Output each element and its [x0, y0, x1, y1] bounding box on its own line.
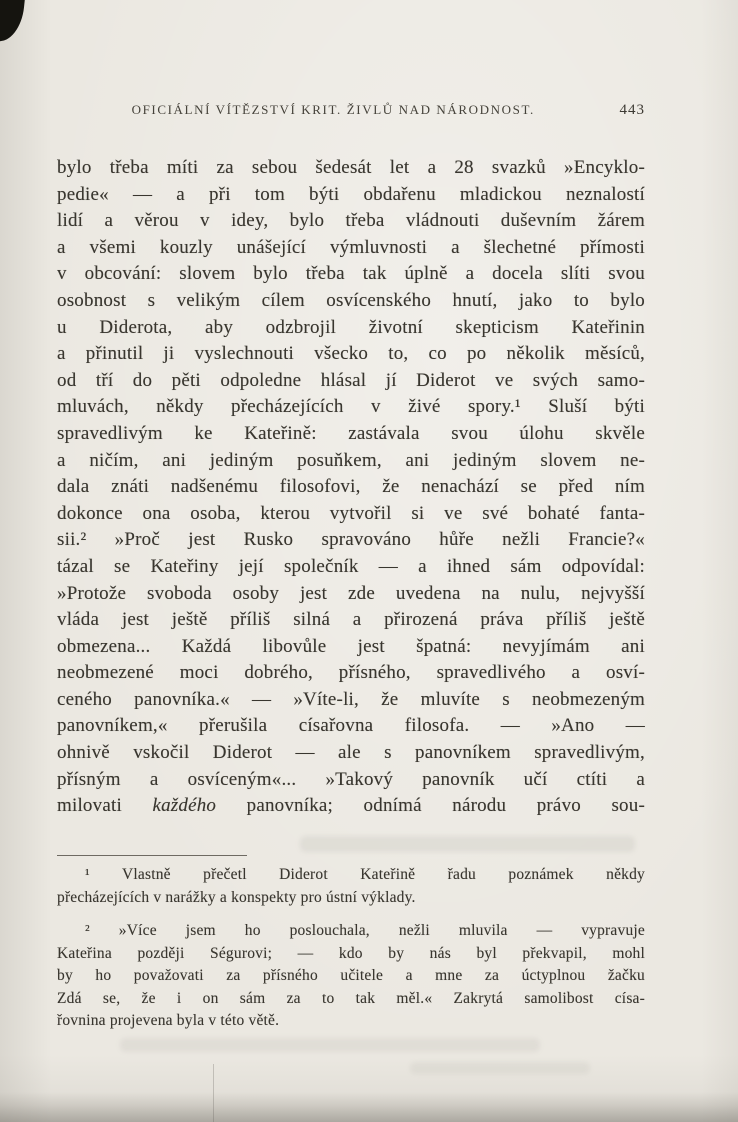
page-number: 443 — [619, 102, 645, 118]
footnote-1 — [57, 864, 645, 909]
text-line: přecházejících v narážky a konspekty pro ústní výklady. — [57, 888, 416, 906]
italic-word: každého — [152, 795, 217, 817]
body-text — [57, 155, 645, 820]
text-segment: panovníka; odnímá národu právo sou- — [216, 795, 645, 817]
showthrough-smudge — [300, 836, 635, 852]
text-line: obmezena... Každá libovůle jest špatná: nevyjímám ani — [57, 635, 645, 657]
text-line: řovnina projevena byla v této větě. — [57, 1012, 280, 1029]
text-line: panovníkem,« přerušila císařovna filosofa. — »Ano — — [57, 715, 645, 737]
text-line: lidí a věrou v idey, bylo třeba vládnouti duševním žárem — [57, 210, 645, 232]
text-line: mluvách, někdy přecházejících v živé spory.¹ Sluší býti — [57, 396, 645, 418]
text-line: neobmezené moci dobrého, přísného, spravedlivého a osví- — [57, 662, 645, 684]
text-line: a všemi kouzly unášející výmluvnosti a šlechetné přímosti — [57, 236, 645, 258]
scan-corner-artifact — [0, 0, 26, 44]
footnote-2-lines — [57, 920, 645, 1033]
footnote-separator-rule — [57, 855, 247, 856]
paragraph-lines — [57, 155, 645, 793]
text-line: a přinutil ji vyslechnouti všecko to, co po několik měsíců, — [57, 343, 645, 365]
footnote-2 — [57, 920, 645, 1033]
footnotes — [57, 864, 645, 1033]
text-line: ohnivě vskočil Diderot — ale s panovníkem spravedlivým, — [57, 742, 645, 764]
text-line: tázal se Kateřiny její společník — a ihned sám odpovídal: — [57, 555, 645, 577]
text-line: dala znáti nadšenému filosofovi, že nenachází se před ním — [57, 476, 645, 498]
text-line: Zdá se, že i on sám za to tak měl.« Zakrytá samolibost císa- — [57, 989, 645, 1007]
text-line: osobnost s velikým cílem osvícenského hnutí, jako to bylo — [57, 289, 645, 311]
text-line: ceného panovníka.« — »Víte-li, že mluvíte s neobmezeným — [57, 688, 645, 710]
text-line: sii.² »Proč jest Rusko spravováno hůře nežli Francie?« — [57, 529, 645, 551]
footnote-1-lines — [57, 864, 645, 909]
text-line: Kateřina později Ségurovi; — kdo by nás byl překvapil, mohl — [57, 944, 645, 962]
text-line-with-italic — [57, 793, 645, 820]
text-line: a ničím, ani jediným posuňkem, ani jediným slovem ne- — [57, 449, 645, 471]
text-line: ¹ Vlastně přečetl Diderot Kateřině řadu poznámek někdy — [85, 866, 645, 883]
showthrough-smudge — [410, 1062, 590, 1074]
text-line: bylo třeba míti za sebou šedesát let a 28 svazků »Encyklo- — [57, 157, 645, 178]
text-line: »Protože svoboda osoby jest zde uvedena na nulu, nejvyšší — [57, 582, 645, 604]
text-line: ² »Více jsem ho poslouchala, nežli mluvila — vypravuje — [85, 922, 645, 939]
text-line: od tří do pěti odpoledne hlásal jí Diderot ve svých samo- — [57, 369, 645, 391]
running-head — [57, 102, 645, 119]
showthrough-smudge — [120, 1038, 540, 1052]
text-line: dokonce ona osoba, kterou vytvořil si ve své bohaté fanta- — [57, 502, 645, 524]
text-line: spravedlivým ke Kateřině: zastávala svou úlohu skvěle — [57, 422, 645, 444]
text-line: v obcování: slovem bylo třeba tak úplně a docela slíti svou — [57, 263, 645, 285]
text-line: u Diderota, aby odzbrojil životní skepticism Kateřinin — [57, 316, 645, 338]
text-line: vláda jest ještě příliš silná a přirozená práva příliš ještě — [57, 609, 645, 631]
text-line: přísným a osvíceným«... »Takový panovník učí ctíti a — [57, 768, 645, 790]
running-title: OFICIÁLNÍ VÍTĚZSTVÍ KRIT. ŽIVLŮ NAD NÁRODNOST. — [131, 102, 535, 117]
scan-bottom-edge-artifact — [0, 1092, 738, 1122]
text-line: pedie« — a při tom býti obdařenu mladickou neznalostí — [57, 183, 645, 205]
text-segment: milovati — [57, 795, 153, 817]
text-line: by ho považovati za přísného učitele a mne za úctyplnou žačku — [57, 967, 645, 984]
